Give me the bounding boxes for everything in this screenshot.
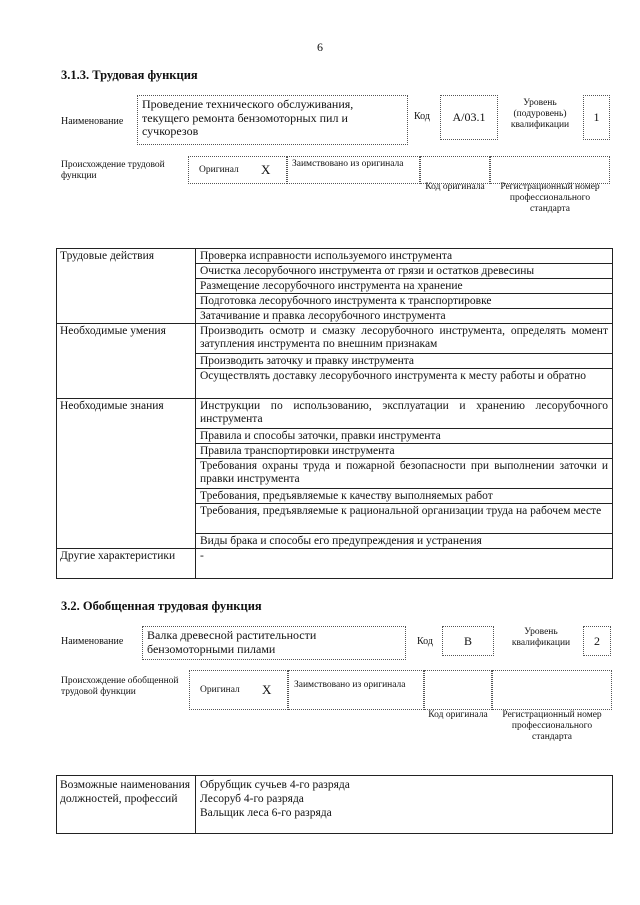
original-mark: X [261,162,271,177]
original-label: Оригинал [199,165,239,175]
positions-table [56,775,613,834]
level-label: Уровень (подуровень) квалификации [510,98,570,130]
list-item: Обрубщик сучьев 4-го разряда [200,779,350,791]
table-cell: Инструкции по использованию, эксплуатации и хранению лесорубочного инструмента [196,399,613,429]
reg-number-cell [490,156,610,184]
table-cell: Производить осмотр и смазку лесорубочного инструмента, определять момент затупления инструмента по внешним признакам [196,324,613,354]
table-cell: Осуществлять доставку лесорубочного инструмента к месту работы и обратно [196,369,613,399]
table-cell: Затачивание и правка лесорубочного инструмента [196,309,613,324]
row-label-knowledge: Необходимые знания [57,399,196,549]
code-field: В [442,626,494,656]
table-cell: Размещение лесорубочного инструмента на хранение [196,279,613,294]
name-label: Наименование [61,636,124,647]
code-label: Код [414,111,430,122]
borrowed-cell [287,156,420,184]
code-label: Код [417,636,433,647]
table-cell: Требования, предъявляемые к качеству выполняемых работ [196,489,613,504]
code-field: А/03.1 [440,95,498,140]
code-original-caption: Код оригинала [428,710,488,720]
table-cell: Очистка лесорубочного инструмента от грязи и остатков древесины [196,264,613,279]
level-label: Уровень квалификации [511,627,571,648]
reg-number-caption: Регистрационный номер профессионального стандарта [500,182,600,214]
table-cell: Производить заточку и правку инструмента [196,354,613,369]
reg-number-caption: Регистрационный номер профессионального стандарта [502,710,602,742]
table-cell: Виды брака и способы его предупреждения и устранения [196,534,613,549]
code-original-cell [420,156,490,184]
original-mark: X [262,682,272,697]
section-heading-3-1-3: 3.1.3. Трудовая функция [61,68,198,82]
level-field: 2 [583,626,611,656]
table-cell: - [196,549,613,579]
origin-label: Происхождение обобщенной трудовой функции [61,676,179,697]
table-cell: Требования, предъявляемые к рациональной организации труда на рабочем месте [196,504,613,534]
origin-label: Происхождение трудовой функции [61,160,165,181]
name-label: Наименование [61,116,124,127]
labor-function-table [56,248,613,579]
table-cell: Правила транспортировки инструмента [196,444,613,459]
original-cell [189,670,288,710]
table-cell: Подготовка лесорубочного инструмента к транспортировке [196,294,613,309]
generalized-function-name-field: Валка древесной растительности бензомоторными пилами [142,626,406,660]
borrowed-label: Заимствовано из оригинала [294,680,406,690]
row-label-other: Другие характеристики [57,549,196,579]
row-label-labor-actions: Трудовые действия [57,249,196,324]
borrowed-cell [288,670,424,710]
borrowed-label: Заимствовано из оригинала [292,159,404,169]
positions-list [196,776,613,834]
table-cell: Проверка исправности используемого инструмента [196,249,613,264]
function-name-field: Проведение технического обслуживания, текущего ремонта бензомоторных пил и сучкорезов [137,95,408,145]
row-label-skills: Необходимые умения [57,324,196,399]
positions-label: Возможные наименования должностей, профессий [57,776,196,834]
original-cell [188,156,287,184]
code-original-cell [424,670,492,710]
reg-number-cell [492,670,612,710]
page-number: 6 [317,40,323,54]
table-cell: Правила и способы заточки, правки инструмента [196,429,613,444]
list-item: Вальщик леса 6-го разряда [200,807,332,819]
original-label: Оригинал [200,685,240,695]
table-cell: Требования охраны труда и пожарной безопасности при выполнении заточки и правки инструмента [196,459,613,489]
list-item: Лесоруб 4-го разряда [200,793,304,805]
code-original-caption: Код оригинала [425,182,485,192]
section-heading-3-2: 3.2. Обобщенная трудовая функция [61,599,262,613]
level-field: 1 [583,95,610,140]
